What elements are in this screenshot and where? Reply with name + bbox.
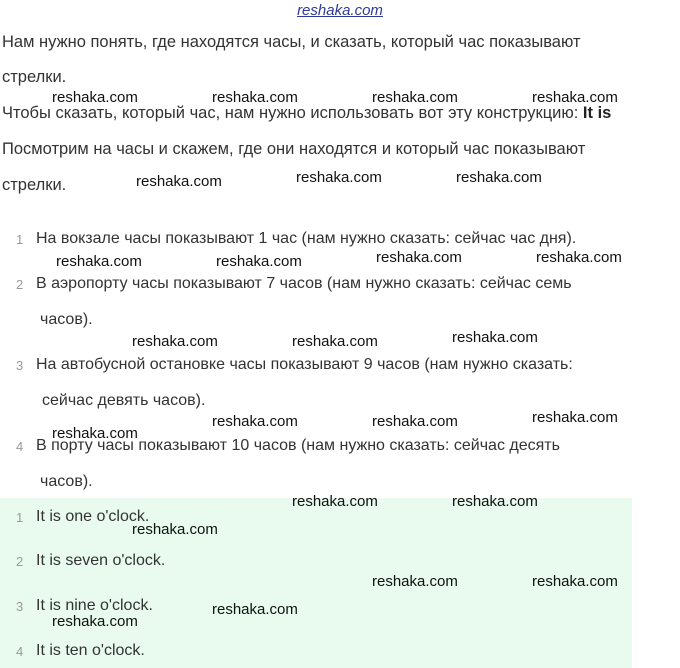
watermark-text: reshaka.com bbox=[536, 249, 622, 266]
watermark-text: reshaka.com bbox=[136, 173, 222, 190]
item-text: На вокзале часы показывают 1 час (нам нужно сказать: сейчас час дня). bbox=[36, 230, 577, 247]
watermark-text: reshaka.com bbox=[456, 169, 542, 186]
answers-block bbox=[0, 498, 632, 668]
watermark-text: reshaka.com bbox=[216, 253, 302, 270]
answer-text: It is nine o'clock. bbox=[36, 597, 153, 614]
watermark-text: reshaka.com bbox=[292, 333, 378, 350]
watermark-text: reshaka.com bbox=[212, 601, 298, 618]
watermark-text: reshaka.com bbox=[52, 89, 138, 106]
watermark-text: reshaka.com bbox=[212, 413, 298, 430]
construction-bold: It is bbox=[582, 104, 612, 122]
watermark-text: reshaka.com bbox=[212, 89, 298, 106]
answer-text: It is ten o'clock. bbox=[36, 642, 145, 659]
item-text-cont: часов). bbox=[40, 473, 93, 490]
watermark-text: reshaka.com bbox=[132, 521, 218, 538]
item-text-cont: сейчас девять часов). bbox=[42, 392, 206, 409]
intro-line-5: стрелки. bbox=[2, 176, 67, 194]
item-number: 1 bbox=[16, 232, 24, 247]
watermark-text: reshaka.com bbox=[532, 89, 618, 106]
watermark-text: reshaka.com bbox=[52, 425, 138, 442]
item-text-cont: часов). bbox=[40, 311, 93, 328]
answer-text: It is one o'clock. bbox=[36, 508, 150, 525]
answer-number: 4 bbox=[16, 644, 24, 659]
watermark-text: reshaka.com bbox=[376, 249, 462, 266]
item-text: В аэропорту часы показывают 7 часов (нам нужно сказать: сейчас семь bbox=[36, 275, 572, 292]
watermark-text: reshaka.com bbox=[452, 329, 538, 346]
intro-line-2: стрелки. bbox=[2, 68, 67, 86]
watermark-text: reshaka.com bbox=[52, 613, 138, 630]
intro-line-1: Нам нужно понять, где находятся часы, и сказать, который час показывают bbox=[2, 33, 581, 51]
intro-line-4: Посмотрим на часы и скажем, где они находятся и который час показывают bbox=[2, 140, 586, 158]
watermark-text: reshaka.com bbox=[292, 493, 378, 510]
item-number: 2 bbox=[16, 277, 24, 292]
watermark-text: reshaka.com bbox=[56, 253, 142, 270]
item-text: В порту часы показывают 10 часов (нам нужно сказать: сейчас десять bbox=[36, 437, 560, 454]
site-header-link[interactable]: reshaka.com bbox=[297, 2, 383, 19]
answer-number: 3 bbox=[16, 599, 24, 614]
watermark-text: reshaka.com bbox=[372, 573, 458, 590]
watermark-text: reshaka.com bbox=[532, 409, 618, 426]
watermark-text: reshaka.com bbox=[296, 169, 382, 186]
item-number: 3 bbox=[16, 358, 24, 373]
watermark-text: reshaka.com bbox=[372, 89, 458, 106]
item-text: На автобусной остановке часы показывают 9 часов (нам нужно сказать: bbox=[36, 356, 573, 373]
item-number: 4 bbox=[16, 439, 24, 454]
intro-line-3-text: Чтобы сказать, который час, нам нужно использовать вот эту конструкцию: bbox=[2, 104, 583, 122]
watermark-text: reshaka.com bbox=[132, 333, 218, 350]
answer-text: It is seven o'clock. bbox=[36, 552, 166, 569]
intro-line-3 bbox=[2, 103, 611, 123]
watermark-text: reshaka.com bbox=[372, 413, 458, 430]
watermark-text: reshaka.com bbox=[532, 573, 618, 590]
answer-number: 1 bbox=[16, 510, 24, 525]
watermark-text: reshaka.com bbox=[452, 493, 538, 510]
answer-number: 2 bbox=[16, 554, 24, 569]
